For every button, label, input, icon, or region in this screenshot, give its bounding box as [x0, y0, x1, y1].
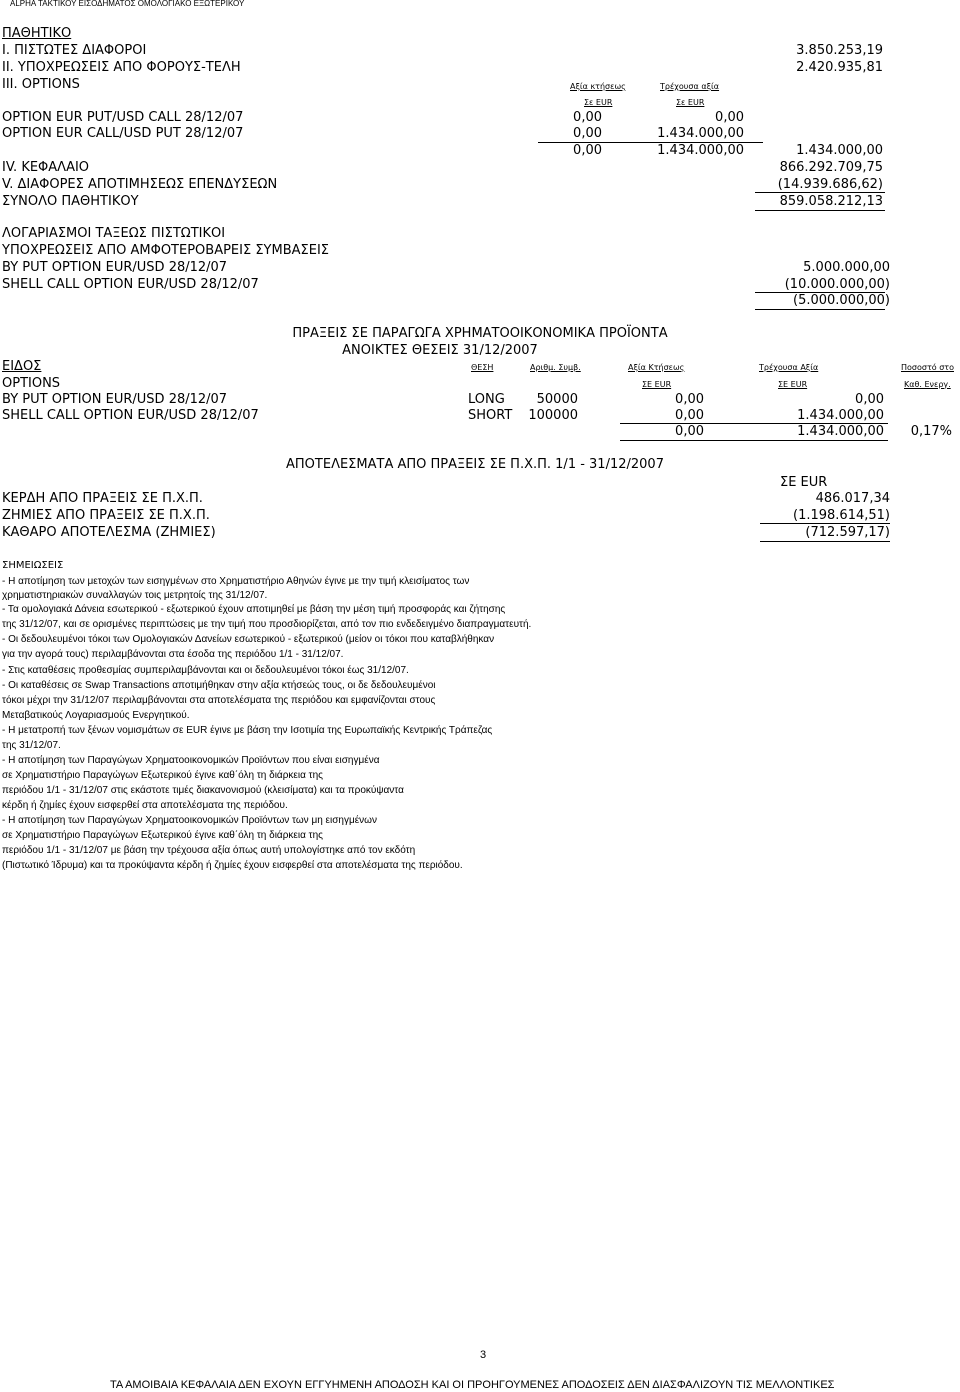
valuation-differences-label: V. ΔΙΑΦΟΡΕΣ ΑΠΟΤΙΜΗΣΕΩΣ ΕΠΕΝΔΥΣΕΩΝ [2, 177, 278, 192]
derivative-row-contracts: 50000 [536, 392, 578, 407]
options-col-acquisition-unit: Σε EUR [584, 98, 613, 107]
note-line: σε Χρηματιστήριο Παραγώγων Εξωτερικού έγινε καθ΄όλη τη διάρκεια της [2, 770, 323, 781]
total-liabilities-label: ΣΥΝΟΛΟ ΠΑΘΗΤΙΚΟΥ [2, 194, 139, 209]
note-line: - Οι καταθέσεις σε Swap Transactions αποτιμήθηκαν στην αξία κτήσεώς τους, οι δε δεδουλευμένοι [2, 680, 436, 691]
derivative-row-acquisition: 0,00 [675, 392, 704, 407]
note-line: - Τα ομολογιακά Δάνεια εσωτερικού - εξωτερικού έχουν αποτιμηθεί με βάση την μέση τιμή προσφοράς και ζήτησης [2, 604, 506, 615]
derivatives-col-percent: Ποσοστό στο [901, 363, 954, 372]
derivatives-total-underline [620, 440, 888, 441]
derivatives-col-position: ΘΕΣΗ [471, 363, 494, 372]
derivatives-total-acquisition: 0,00 [675, 424, 704, 439]
total-underline [755, 210, 885, 211]
results-net-underline [760, 541, 890, 542]
results-unit: ΣΕ EUR [780, 475, 828, 490]
memo-subtitle: ΥΠΟΧΡΕΩΣΕΙΣ ΑΠΟ ΑΜΦΟΤΕΡΟΒΑΡΕΙΣ ΣΥΜΒΑΣΕΙΣ [2, 243, 329, 258]
creditors-value: 3.850.253,19 [796, 43, 883, 58]
results-row-label: ΖΗΜΙΕΣ ΑΠΟ ΠΡΑΞΕΙΣ ΣΕ Π.Χ.Π. [2, 508, 210, 523]
valuation-differences-value: (14.939.686,62) [777, 177, 883, 192]
document-footer: ΤΑ ΑΜΟΙΒΑΙΑ ΚΕΦΑΛΑΙΑ ΔΕΝ ΕΧΟΥΝ ΕΓΓΥΗΜΕΝΗ ΑΠΟΔΟΣΗ ΚΑΙ ΟΙ ΠΡΟΗΓΟΥΜΕΝΕΣ ΑΠΟΔΟΣΕΙΣ ΔΕΝ ΔΙΑΣΦΑΛΙΖΟΥΝ ΤΙΣ ΜΕΛΛΟΝΤΙΚΕΣ [110, 1379, 835, 1391]
results-row-value: 486.017,34 [815, 491, 890, 506]
note-line: για την αγορά τους) περιλαμβάνονται στα έσοδα της περιόδου 1/1 - 31/12/07. [2, 649, 344, 660]
note-line: τόκοι μέχρι την 31/12/07 περιλαμβάνονται στα αποτελέσματα της περιόδου και εμφανίζονται στους [2, 695, 436, 706]
option-row-current: 0,00 [715, 110, 744, 125]
note-line: σε Χρηματιστήριο Παραγώγων Εξωτερικού έγινε καθ΄όλη τη διάρκεια της [2, 830, 323, 841]
derivative-row-position: SHORT [468, 408, 513, 423]
note-line: της 31/12/07. [2, 740, 61, 751]
memo-total-value: (5.000.000,00) [793, 293, 890, 308]
options-col-current: Τρέχουσα αξία [660, 82, 720, 91]
note-line: - Η αποτίμηση των μετοχών των εισηγμένων στο Χρηματιστήριο Αθηνών έγινε με την τιμή κλεισίματος των [2, 576, 470, 587]
note-line: της 31/12/07, και σε ορισμένες περιπτώσεις με την τιμή που προσδιορίζεται, από τον πιο ενδεδειγμένο διαπραγματευτή. [2, 619, 532, 630]
notes-title: ΣΗΜΕΙΩΣΕΙΣ [2, 560, 64, 571]
total-liabilities-value: 859.058.212,13 [779, 194, 883, 209]
options-label: III. OPTIONS [2, 77, 80, 92]
derivatives-current-unit: ΣΕ EUR [778, 380, 808, 389]
note-line: - Η μετατροπή των ξένων νομισμάτων σε EUR έγινε με βάση την Ισοτιμία της Ευρωπαϊκής Κεντρικής Τράπεζας [2, 725, 493, 736]
note-line: - Η αποτίμηση των Παραγώγων Χρηματοοικονομικών Προϊόντων των μη εισηγμένων [2, 815, 377, 826]
note-line: - Η αποτίμηση των Παραγώγων Χρηματοοικονομικών Προϊόντων που είναι εισηγμένα [2, 755, 380, 766]
memo-row-value: 5.000.000,00 [803, 260, 890, 275]
note-line: περιόδου 1/1 - 31/12/07 με βάση την τρέχουσα αξία όπως αυτή υπολογίστηκε από τον εκδότη [2, 845, 416, 856]
page-number: 3 [480, 1349, 487, 1361]
options-col-current-unit: Σε EUR [676, 98, 705, 107]
derivatives-title: ΠΡΑΞΕΙΣ ΣΕ ΠΑΡΑΓΩΓΑ ΧΡΗΜΑΤΟΟΙΚΟΝΟΜΙΚΑ ΠΡΟΪΟΝΤΑ [292, 326, 668, 341]
liabilities-title: ΠΑΘΗΤΙΚΟ [2, 26, 72, 41]
derivative-row-current: 0,00 [855, 392, 884, 407]
derivatives-col-type: ΕΙΔΟΣ [2, 359, 42, 374]
options-total-current: 1.434.000,00 [657, 143, 744, 158]
note-line: κέρδη ή ζημίες έχουν εισφερθεί στα αποτελέσματα της περιόδου. [2, 800, 288, 811]
option-row-name: OPTION EUR CALL/USD PUT 28/12/07 [2, 126, 244, 141]
derivative-row-name: BY PUT OPTION EUR/USD 28/12/07 [2, 392, 228, 407]
note-line: Μεταβατικούς Λογαριασμούς Ενεργητικού. [2, 710, 190, 721]
note-line: - Στις καταθέσεις προθεσμίας συμπεριλαμβάνονται και οι δεδουλευμένοι τόκοι έως 31/12/07. [2, 665, 409, 676]
options-total-acquisition: 0,00 [573, 143, 602, 158]
derivatives-total-current: 1.434.000,00 [797, 424, 884, 439]
memo-row-value: (10.000.000,00) [784, 277, 890, 292]
note-line: χρηματιστηριακών συναλλαγών τοις μετρητοίς της 31/12/07. [2, 590, 268, 601]
derivative-row-current: 1.434.000,00 [797, 408, 884, 423]
option-row-current: 1.434.000,00 [657, 126, 744, 141]
option-row-name: OPTION EUR PUT/USD CALL 28/12/07 [2, 110, 244, 125]
results-row-value: (712.597,17) [805, 525, 890, 540]
capital-label: IV. ΚΕΦΑΛΑΙΟ [2, 160, 90, 175]
memo-total-underline [755, 309, 885, 310]
results-row-label: ΚΕΡΔΗ ΑΠΟ ΠΡΑΞΕΙΣ ΣΕ Π.Χ.Π. [2, 491, 203, 506]
derivatives-subtitle: ΑΝΟΙΚΤΕΣ ΘΕΣΕΙΣ 31/12/2007 [342, 343, 538, 358]
capital-value: 866.292.709,75 [779, 160, 883, 175]
derivatives-group: OPTIONS [2, 376, 61, 391]
total-rule [755, 192, 885, 193]
derivatives-total-percent: 0,17% [910, 424, 952, 439]
derivatives-col-current: Τρέχουσα Αξία [759, 363, 819, 372]
results-title: ΑΠΟΤΕΛΕΣΜΑΤΑ ΑΠΟ ΠΡΑΞΕΙΣ ΣΕ Π.Χ.Π. 1/1 - 31/12/2007 [286, 457, 664, 472]
document-header: ALPHA ΤΑΚΤΙΚΟΥ ΕΙΣΟΔΗΜΑΤΟΣ ΟΜΟΛΟΓΙΑΚΟ ΕΞΩΤΕΡΙΚΟΥ [10, 0, 245, 8]
creditors-label: I. ΠΙΣΤΩΤΕΣ ΔΙΑΦΟΡΟΙ [2, 43, 147, 58]
derivatives-acquisition-unit: ΣΕ EUR [642, 380, 672, 389]
note-line: (Πιστωτικό Ίδρυμα) και τα προκύψαντα κέρδη ή ζημίες έχουν εισφερθεί στα αποτελέσματα της περιόδου. [2, 860, 463, 871]
derivatives-col-contracts: Αριθμ. Συμβ. [530, 363, 581, 372]
results-net-rule [760, 523, 890, 524]
memo-row-name: BY PUT OPTION EUR/USD 28/12/07 [2, 260, 228, 275]
results-row-label: ΚΑΘΑΡΟ ΑΠΟΤΕΛΕΣΜΑ (ΖΗΜΙΕΣ) [2, 525, 216, 540]
derivative-row-contracts: 100000 [528, 408, 578, 423]
tax-liabilities-value: 2.420.935,81 [796, 60, 883, 75]
note-line: - Οι δεδουλευμένοι τόκοι των Ομολογιακών Δανείων εσωτερικού - εξωτερικού (μείον οι τόκοι που καταβλήθηκαν [2, 634, 495, 645]
note-line: περιόδου 1/1 - 31/12/07 στις εκάστοτε τιμές διακανονισμού (κλεισίματα) και τα προκύψαντα [2, 785, 404, 796]
memo-title: ΛΟΓΑΡΙΑΣΜΟΙ ΤΑΞΕΩΣ ΠΙΣΤΩΤΙΚΟΙ [2, 226, 226, 241]
tax-liabilities-label: II. ΥΠΟΧΡΕΩΣΕΙΣ ΑΠΟ ΦΟΡΟΥΣ-ΤΕΛΗ [2, 60, 241, 75]
derivatives-percent-unit: Καθ. Ενεργ. [904, 380, 951, 389]
memo-row-name: SHELL CALL OPTION EUR/USD 28/12/07 [2, 277, 259, 292]
option-row-acquisition: 0,00 [573, 110, 602, 125]
results-row-value: (1.198.614,51) [793, 508, 890, 523]
derivative-row-position: LONG [468, 392, 505, 407]
derivative-row-name: SHELL CALL OPTION EUR/USD 28/12/07 [2, 408, 259, 423]
option-row-acquisition: 0,00 [573, 126, 602, 141]
options-col-acquisition: Αξία κτήσεως [570, 82, 626, 91]
derivatives-col-acquisition: Αξία Κτήσεως [628, 363, 685, 372]
derivative-row-acquisition: 0,00 [675, 408, 704, 423]
options-total-value: 1.434.000,00 [796, 143, 883, 158]
